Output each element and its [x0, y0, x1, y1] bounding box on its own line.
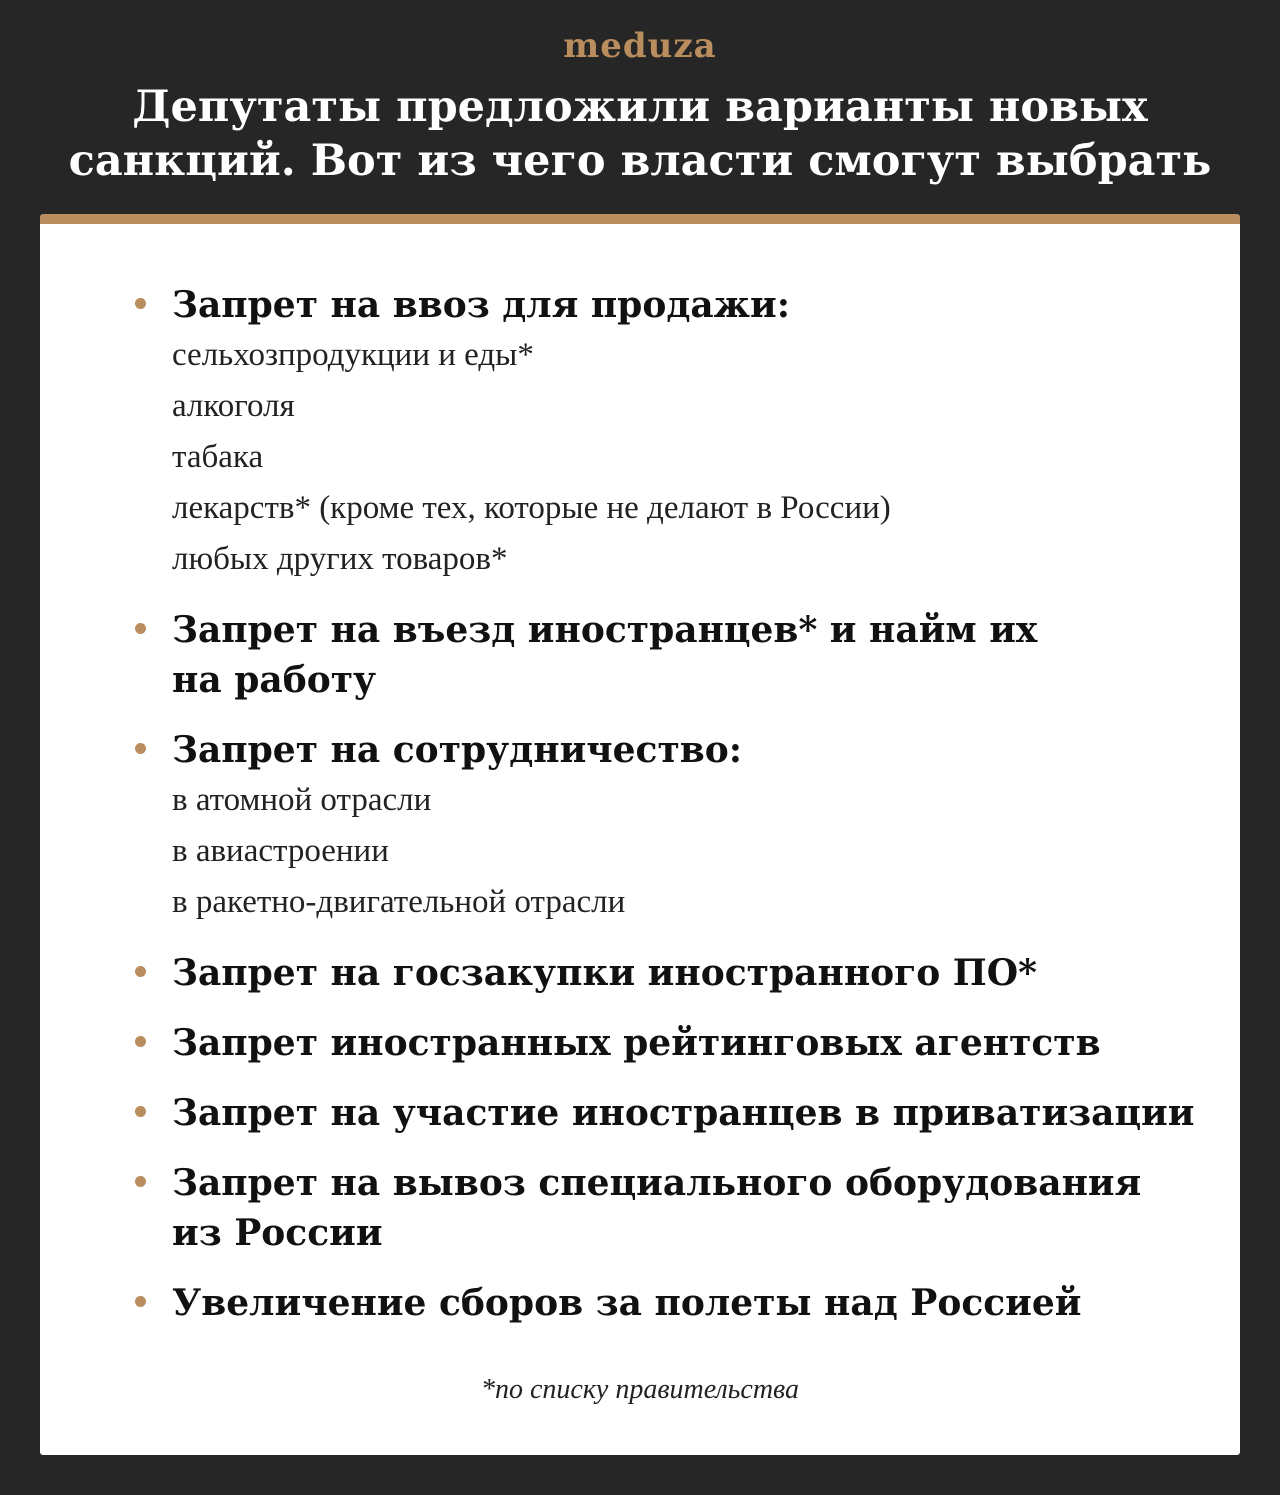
item-subitem: в авиастроении — [172, 833, 389, 869]
item-subitem: в атомной отрасли — [172, 782, 432, 818]
bullet-icon — [135, 1036, 146, 1047]
list-item — [40, 1018, 1240, 1068]
list-item — [40, 1278, 1240, 1328]
bullet-icon — [135, 743, 146, 754]
item-subitem: любых других товаров* — [172, 541, 508, 577]
bullet-icon — [135, 1106, 146, 1117]
bullet-icon — [135, 1176, 146, 1187]
bullet-icon — [135, 1296, 146, 1307]
list-item — [40, 280, 1240, 585]
item-heading: Увеличение сборов за полеты над Россией — [172, 1282, 1082, 1324]
item-heading: Запрет на въезд иностранцев* и найм их на работу — [172, 609, 1038, 701]
item-heading: Запрет на госзакупки иностранного ПО* — [172, 952, 1037, 994]
bullet-icon — [135, 298, 146, 309]
item-heading: Запрет на вывоз специального оборудования из России — [172, 1162, 1142, 1254]
bullet-icon — [135, 966, 146, 977]
item-subitem: табака — [172, 439, 264, 475]
list-item — [40, 605, 1240, 705]
list-item — [40, 1088, 1240, 1138]
item-subitem: лекарств* (кроме тех, которые не делают в России) — [172, 490, 891, 526]
item-subitem: в ракетно-двигательной отрасли — [172, 884, 626, 920]
item-subitem: сельхозпродукции и еды* — [172, 337, 534, 373]
item-heading: Запрет на ввоз для продажи: — [172, 284, 791, 326]
title-line: санкций. Вот из чего власти смогут выбрать — [68, 136, 1212, 186]
item-heading: Запрет на сотрудничество: — [172, 729, 743, 771]
meduza-logo[interactable]: meduza — [563, 26, 717, 66]
page-title — [0, 80, 1280, 188]
list-item — [40, 725, 1240, 928]
title-line: Депутаты предложили варианты новых — [132, 82, 1148, 132]
item-heading: Запрет иностранных рейтинговых агентств — [172, 1022, 1101, 1064]
sanctions-list — [40, 280, 1240, 1348]
item-subitem: алкоголя — [172, 388, 295, 424]
list-item — [40, 1158, 1240, 1258]
footnote: *по списку правительства — [480, 1374, 800, 1405]
content-card — [40, 214, 1240, 1455]
bullet-icon — [135, 623, 146, 634]
item-heading: Запрет на участие иностранцев в приватизации — [172, 1092, 1195, 1134]
list-item — [40, 948, 1240, 998]
